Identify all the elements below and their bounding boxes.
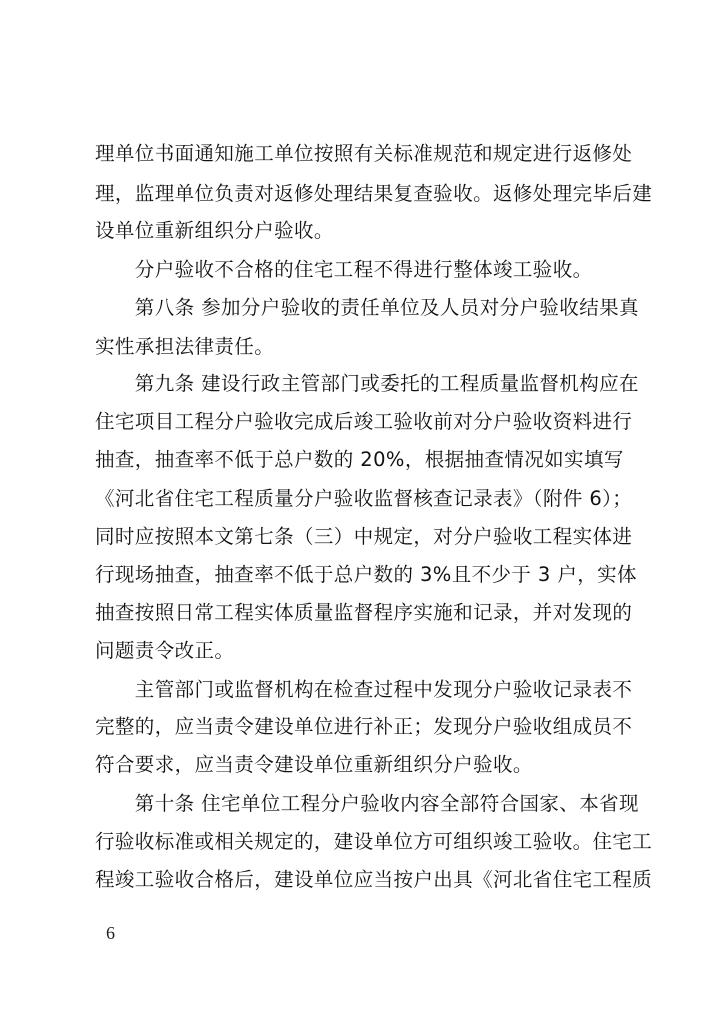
text-line: 完整的，应当责令建设单位进行补正；发现分户验收组成员不 bbox=[95, 715, 633, 738]
text-line: 行现场抽查，抽查率不低于总户数的 3%且不少于 3 户，实体 bbox=[95, 563, 637, 586]
text-line: 实性承担法律责任。 bbox=[95, 335, 275, 358]
text-line: 第十条 住宅单位工程分户验收内容全部符合国家、本省现 bbox=[95, 792, 639, 815]
text-line: 抽查按照日常工程实体质量监督程序实施和记录，并对发现的 bbox=[95, 601, 633, 624]
text-line: 抽查，抽查率不低于总户数的 20%，根据抽查情况如实填写 bbox=[95, 448, 624, 471]
text-line: 行验收标准或相关规定的，建设单位方可组织竣工验收。住宅工 bbox=[95, 830, 653, 853]
text-line: 理，监理单位负责对返修处理结果复查验收。返修处理完毕后建 bbox=[95, 182, 653, 205]
text-line: 理单位书面通知施工单位按照有关标准规范和规定进行返修处 bbox=[95, 142, 633, 165]
text-line: 第九条 建设行政主管部门或委托的工程质量监督机构应在 bbox=[95, 372, 639, 395]
text-line: 分户验收不合格的住宅工程不得进行整体竣工验收。 bbox=[95, 258, 593, 281]
text-line: 同时应按照本文第七条（三）中规定，对分户验收工程实体进 bbox=[95, 525, 633, 548]
page-number: 6 bbox=[106, 923, 115, 943]
text-line: 主管部门或监督机构在检查过程中发现分户验收记录表不 bbox=[95, 678, 633, 701]
text-line: 程竣工验收合格后，建设单位应当按户出具《河北省住宅工程质 bbox=[95, 868, 653, 891]
text-line: 《河北省住宅工程质量分户验收监督核查记录表》（附件 6）； bbox=[95, 487, 633, 510]
text-line: 问题责令改正。 bbox=[95, 639, 235, 662]
text-line: 符合要求，应当责令建设单位重新组织分户验收。 bbox=[95, 753, 533, 776]
text-line: 设单位重新组织分户验收。 bbox=[95, 219, 334, 242]
text-line: 住宅项目工程分户验收完成后竣工验收前对分户验收资料进行 bbox=[95, 410, 633, 433]
text-line: 第八条 参加分户验收的责任单位及人员对分户验收结果真 bbox=[95, 296, 639, 319]
